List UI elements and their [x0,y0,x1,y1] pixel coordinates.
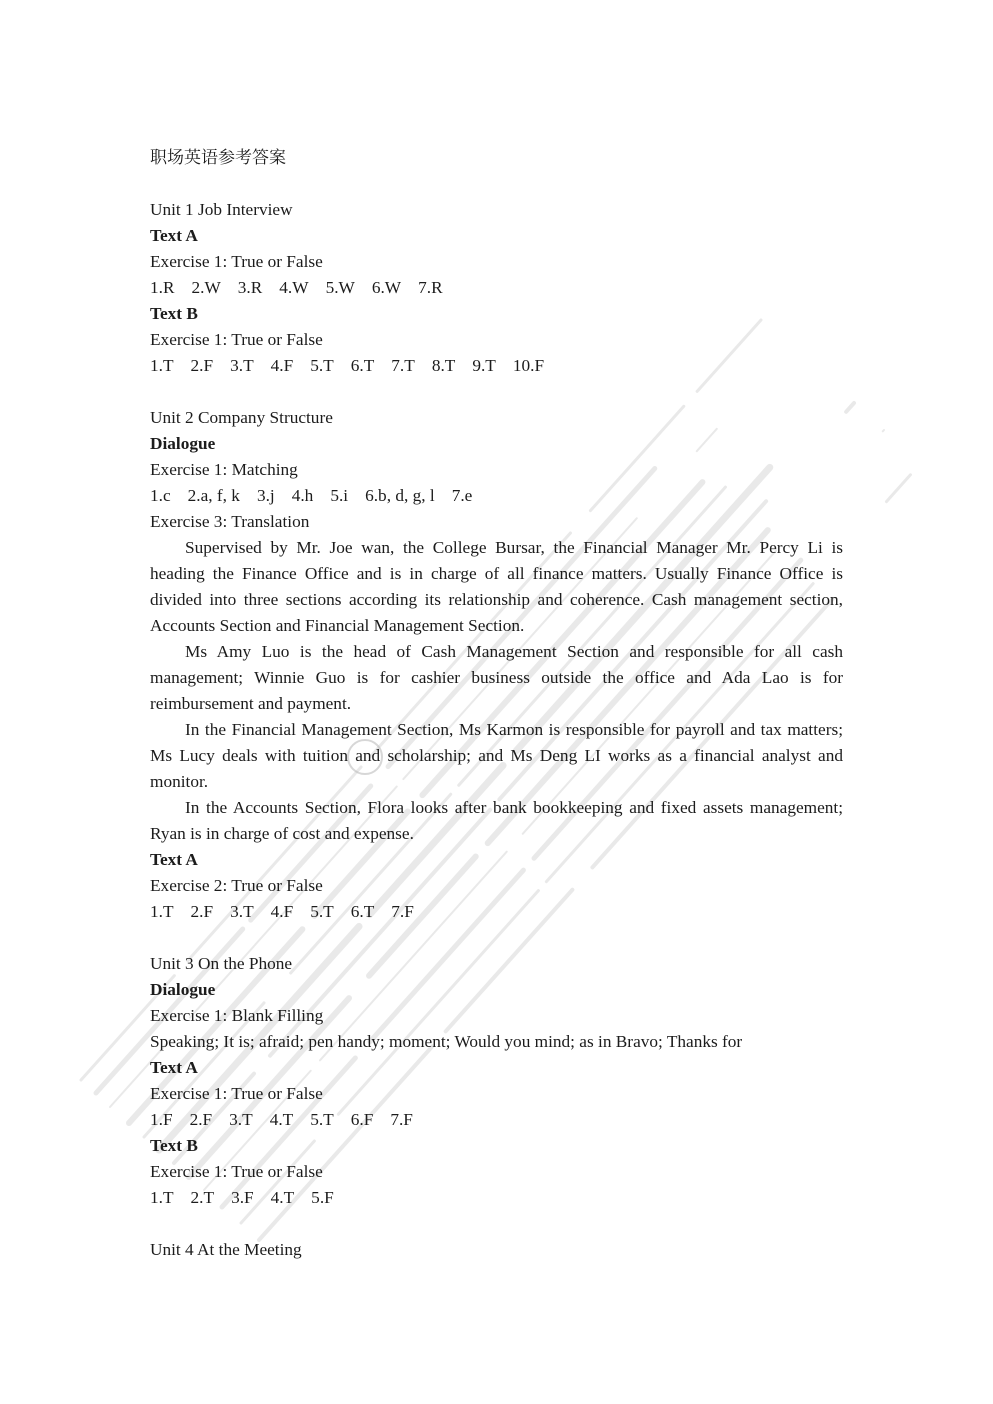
answer-item: 7.T [391,356,415,375]
answer-item: 6.T [350,356,375,375]
translation-line: management; Winnie Guo is for cashier business outside the office and Ada Lao is for [150,668,843,687]
unit-heading: Unit 2 Company Structure [150,408,333,427]
exercise-title: Exercise 1: True or False [150,252,323,271]
translation-line: Accounts Section and Financial Management Section. [150,616,525,635]
section-label: Text A [150,226,198,245]
answer-item: 4.T [270,1188,295,1207]
answer-item: 5.i [330,486,349,505]
answer-item: 2.F [189,1110,213,1129]
answer-item: 1.T [150,902,174,921]
spacer [150,379,843,405]
section-label: Text B [150,304,198,323]
answer-item: 5.T [310,356,334,375]
answer-row [150,1107,843,1133]
exercise-title: Exercise 1: True or False [150,330,323,349]
answer-item: 8.T [431,356,456,375]
translation-paragraph [150,639,843,717]
spacer [150,925,843,951]
answer-row [150,1185,843,1211]
exercise-title: Exercise 3: Translation [150,512,310,531]
answer-item: 5.F [311,1188,334,1207]
exercise-title: Exercise 1: Matching [150,460,298,479]
answer-item: 7.e [451,486,473,505]
section-label: Text A [150,850,198,869]
unit-heading: Unit 3 On the Phone [150,954,293,973]
translation-line: heading the Finance Office and is in charge of all finance matters. Usually Finance Office is [150,564,843,583]
answer-item: 3.T [229,1110,253,1129]
translation-line: Ms Amy Luo is the head of Cash Management Section and responsible for all cash [185,642,843,661]
answer-item: 1.T [150,356,174,375]
answer-item: 3.F [231,1188,254,1207]
translation-line: Ms Lucy deals with tuition and scholarship; and Ms Deng LI works as a financial analyst and [150,746,843,765]
section-label: Dialogue [150,980,216,999]
unit-heading: Unit 1 Job Interview [150,200,293,219]
spacer [150,171,843,197]
answer-item: 2.W [191,278,221,297]
answer-item: 3.T [230,356,254,375]
answer-row [150,483,843,509]
translation-line: Ryan is in charge of cost and expense. [150,824,414,843]
translation-paragraph [150,717,843,795]
translation-line: reimbursement and payment. [150,694,352,713]
answer-item: 4.F [270,902,294,921]
section-label: Text A [150,1058,198,1077]
answer-item: 5.T [310,902,334,921]
answer-item: 7.R [418,278,443,297]
document-title: 职场英语参考答案 [150,148,286,168]
answer-item: 2.T [190,1188,215,1207]
answer-item: 6.b, d, g, l [365,486,435,505]
answer-item: 7.F [390,1110,413,1129]
answer-key-content [150,145,843,1263]
translation-line: monitor. [150,772,209,791]
answer-item: 10.F [512,356,545,375]
answer-item: 2.F [190,356,214,375]
blank-filling-answers: Speaking; It is; afraid; pen handy; moment; Would you mind; as in Bravo; Thanks for [150,1032,743,1051]
exercise-title: Exercise 1: True or False [150,1084,323,1103]
answer-item: 4.T [269,1110,294,1129]
answer-row [150,353,843,379]
answer-item: 1.T [150,1188,174,1207]
translation-line: In the Financial Management Section, Ms Karmon is responsible for payroll and tax matters; [185,720,843,739]
answer-item: 3.T [230,902,254,921]
answer-row [150,899,843,925]
answer-item: 3.j [256,486,275,505]
translation-line: Supervised by Mr. Joe wan, the College Bursar, the Financial Manager Mr. Percy Li is [185,538,843,557]
translation-paragraph [150,535,843,639]
answer-item: 7.F [391,902,414,921]
answer-item: 5.W [325,278,355,297]
answer-item: 6.W [371,278,402,297]
spacer [150,1211,843,1237]
exercise-title: Exercise 2: True or False [150,876,323,895]
translation-paragraph [150,795,843,847]
answer-item: 1.c [150,486,171,505]
answer-item: 1.F [150,1110,173,1129]
answer-item: 4.h [291,486,314,505]
answer-item: 4.W [279,278,309,297]
translation-line: In the Accounts Section, Flora looks after bank bookkeeping and fixed assets management; [185,798,843,817]
answer-item: 3.R [237,278,263,297]
answer-item: 6.F [350,1110,374,1129]
translation-line: divided into three sections according its relationship and coherence. Cash management section, [150,590,843,609]
answer-item: 2.F [190,902,214,921]
answer-item: 4.F [270,356,294,375]
answer-row [150,275,843,301]
answer-item: 5.T [310,1110,334,1129]
answer-item: 6.T [350,902,375,921]
answer-item: 2.a, f, k [187,486,240,505]
section-label: Dialogue [150,434,216,453]
section-label: Text B [150,1136,198,1155]
exercise-title: Exercise 1: True or False [150,1162,323,1181]
exercise-title: Exercise 1: Blank Filling [150,1006,324,1025]
answer-item: 9.T [472,356,496,375]
answer-item: 1.R [150,278,175,297]
unit-heading: Unit 4 At the Meeting [150,1240,302,1259]
